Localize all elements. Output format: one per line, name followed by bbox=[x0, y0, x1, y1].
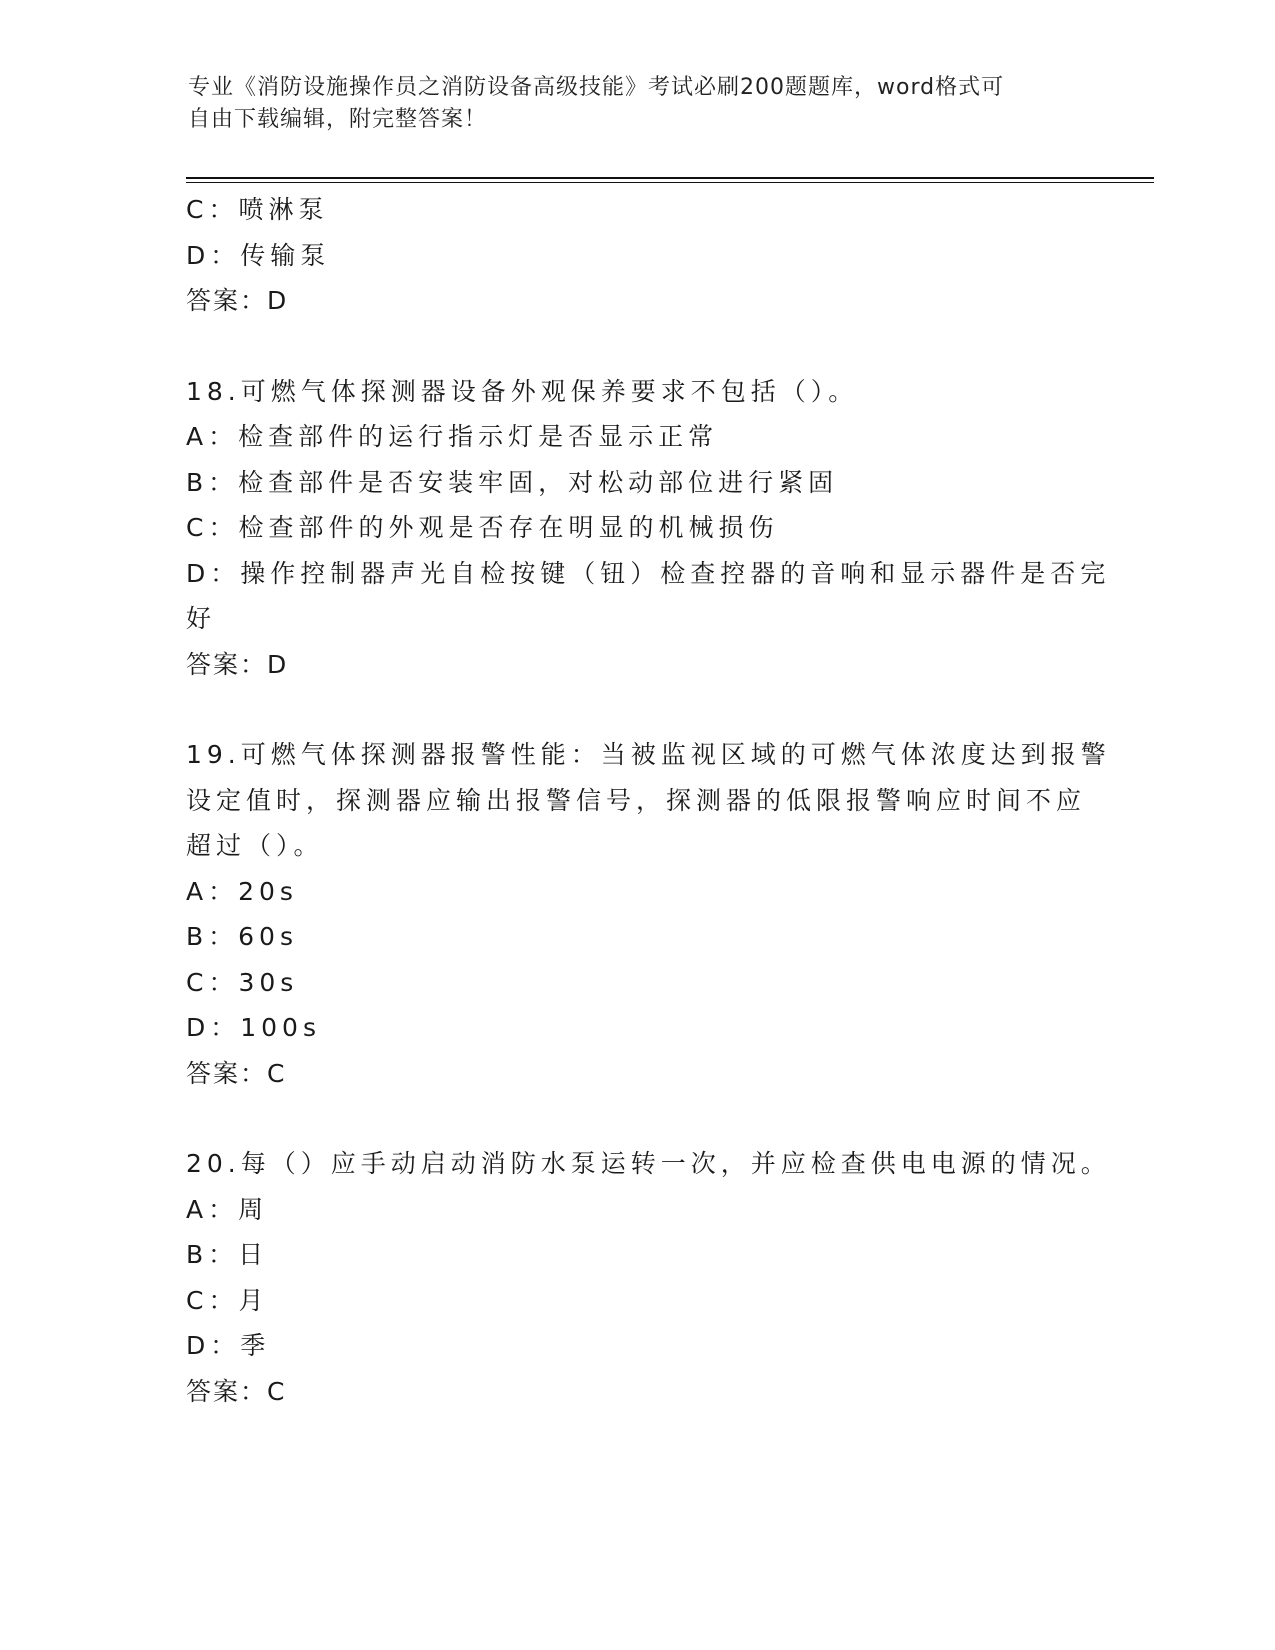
q18-option-c: C：检查部件的外观是否存在明显的机械损伤 bbox=[186, 513, 779, 542]
q18-option-b: B：检查部件是否安装牢固，对松动部位进行紧固 bbox=[186, 467, 839, 497]
header-rule-thick bbox=[186, 177, 1154, 179]
q20-option-b: B：日 bbox=[186, 1240, 269, 1269]
q19-answer: 答案：C bbox=[186, 1058, 287, 1088]
header-line-1: 专业《消防设施操作员之消防设备高级技能》考试必刷200题题库，word格式可 bbox=[188, 75, 1005, 100]
q18-question: 18.可燃气体探测器设备外观保养要求不包括（）。 bbox=[186, 376, 859, 406]
q18-answer: 答案：D bbox=[186, 649, 289, 679]
q19-question-line-3: 超过（）。 bbox=[186, 831, 324, 860]
q17-answer: 答案：D bbox=[186, 286, 289, 315]
q19-option-c: C：30s bbox=[186, 967, 299, 997]
q20-option-c: C：月 bbox=[186, 1285, 269, 1315]
spacer bbox=[186, 1096, 1086, 1141]
q20-question: 20.每（）应手动启动消防水泵运转一次，并应检查供电电源的情况。 bbox=[186, 1149, 1111, 1178]
q19-option-b: B：60s bbox=[186, 922, 298, 951]
q20-answer: 答案：C bbox=[186, 1376, 287, 1406]
question-content bbox=[186, 187, 1111, 1414]
header-line-2: 自由下载编辑，附完整答案！ bbox=[188, 107, 488, 132]
page-header bbox=[188, 72, 1068, 136]
q20-option-d: D：季 bbox=[186, 1331, 271, 1360]
q19-question-line-1: 19.可燃气体探测器报警性能：当被监视区域的可燃气体浓度达到报警 bbox=[186, 740, 1111, 769]
q19-option-d: D：100s bbox=[186, 1013, 321, 1042]
q18-option-d-line-2: 好 bbox=[186, 604, 217, 633]
q20-option-a: A：周 bbox=[186, 1194, 269, 1224]
q17-option-d: D：传输泵 bbox=[186, 240, 331, 270]
q19-question-line-2: 设定值时，探测器应输出报警信号，探测器的低限报警响应时间不应 bbox=[186, 785, 1087, 815]
q18-option-a: A：检查部件的运行指示灯是否显示正常 bbox=[186, 422, 719, 451]
header-rule-thin bbox=[186, 182, 1154, 183]
q19-option-a: A：20s bbox=[186, 876, 298, 906]
q18-option-d-line-1: D：操作控制器声光自检按键（钮）检查控器的音响和显示器件是否完 bbox=[186, 558, 1111, 588]
q17-option-c: C：喷淋泵 bbox=[186, 195, 329, 224]
spacer bbox=[186, 687, 1086, 732]
spacer bbox=[186, 324, 1086, 369]
